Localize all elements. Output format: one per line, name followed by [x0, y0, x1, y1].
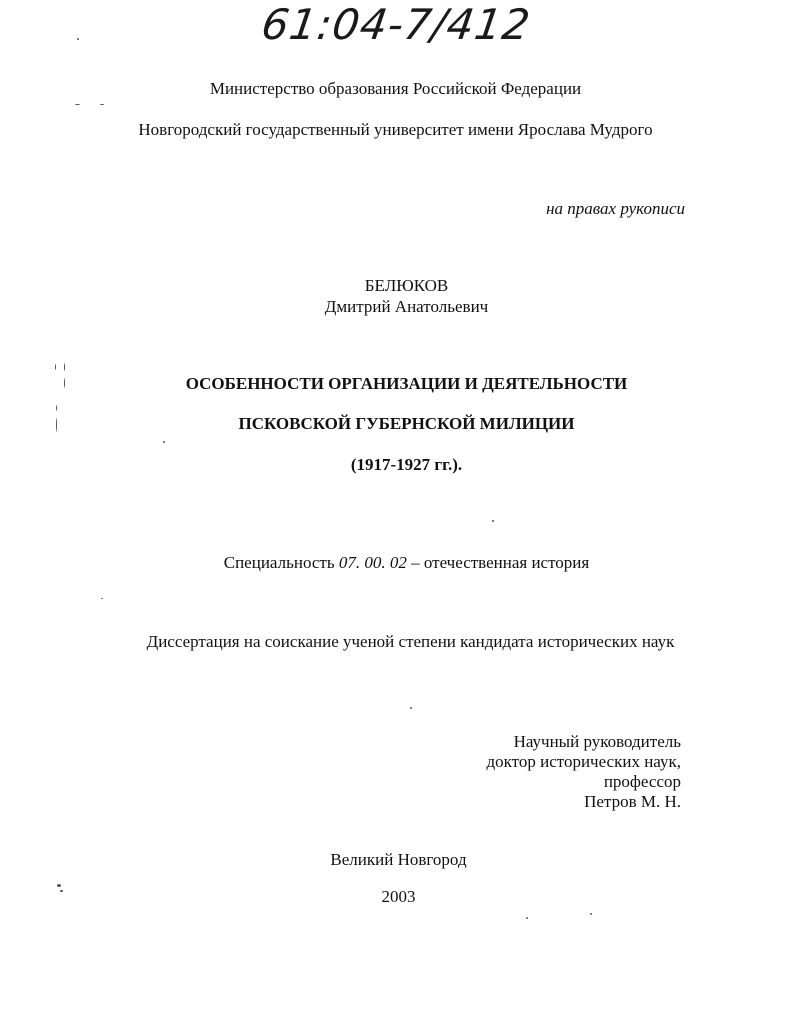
scan-speck — [75, 104, 80, 105]
title-line-2: ПСКОВСКОЙ ГУБЕРНСКОЙ МИЛИЦИИ — [238, 414, 575, 433]
supervisor-degree: доктор исторических наук, — [486, 752, 681, 771]
archive-code-handwritten: 61:04-7/412 — [258, 0, 534, 49]
scan-speck — [64, 378, 65, 388]
scan-speck — [64, 363, 65, 371]
title-line-1: ОСОБЕННОСТИ ОРГАНИЗАЦИИ И ДЕЯТЕЛЬНОСТИ — [185, 374, 628, 393]
scan-speck — [526, 917, 528, 919]
scan-speck — [590, 913, 592, 915]
scan-speck — [492, 520, 494, 522]
scan-speck — [57, 884, 61, 887]
footer-year: 2003 — [381, 887, 416, 906]
supervisor-name: Петров М. Н. — [584, 792, 681, 811]
scan-speck — [55, 364, 56, 370]
scan-speck — [56, 418, 57, 432]
scan-speck — [410, 707, 412, 709]
dissertation-line: Диссертация на соискание ученой степени кандидата исторических наук — [146, 632, 675, 651]
supervisor-role: Научный руководитель — [513, 732, 681, 751]
footer-city: Великий Новгород — [330, 850, 467, 869]
scan-speck — [163, 441, 165, 443]
scan-speck — [101, 598, 103, 599]
title-years: (1917-1927 гг.). — [350, 455, 463, 474]
scan-speck — [56, 405, 57, 411]
author-surname: БЕЛЮКОВ — [364, 276, 449, 295]
ministry-line: Министерство образования Российской Федерации — [209, 79, 582, 98]
specialty-code: 07. 00. 02 — [338, 553, 407, 572]
supervisor-rank: профессор — [603, 772, 681, 791]
scan-speck — [77, 38, 79, 40]
scan-speck — [60, 890, 63, 892]
specialty-line — [11, 553, 791, 573]
author-name: Дмитрий Анатольевич — [324, 297, 489, 316]
manuscript-note: на правах рукописи — [546, 199, 685, 218]
university-line: Новгородский государственный университет имени Ярослава Мудрого — [138, 120, 653, 139]
specialty-prefix: Специальность — [223, 553, 339, 572]
scan-speck — [100, 104, 104, 105]
specialty-suffix: – отечественная история — [406, 553, 590, 572]
